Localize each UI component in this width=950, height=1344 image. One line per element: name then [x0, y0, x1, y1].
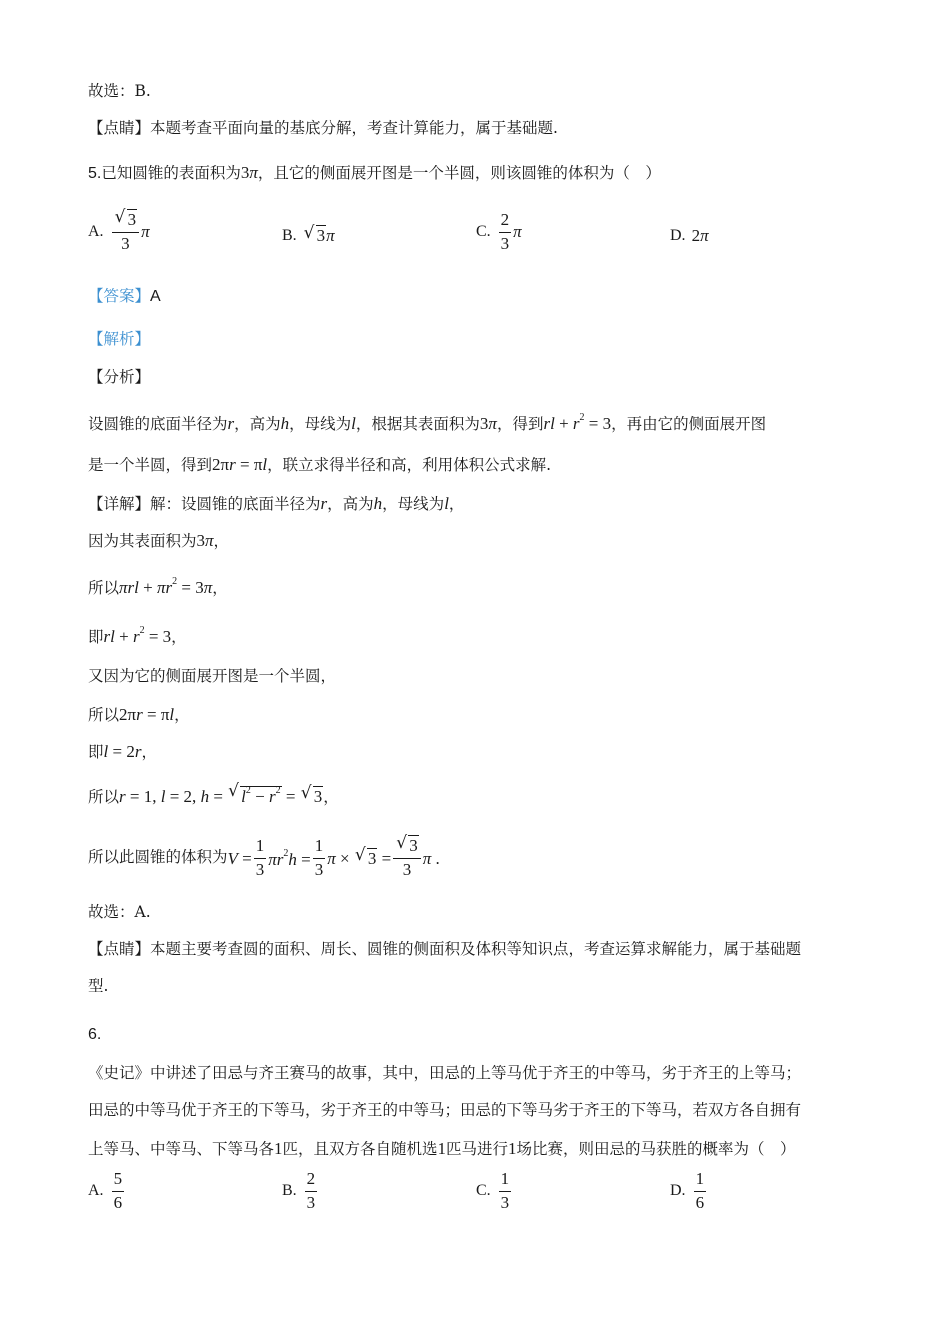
q5-choose: 故选：A. [88, 903, 151, 921]
q6-stem-line2: 田忌的中等马优于齐王的下等马，劣于齐王的中等马；田忌的下等马劣于齐王的下等马，若双方各自拥有 [88, 1101, 802, 1119]
q5-comment-line2: 型. [88, 977, 109, 995]
q5-number: 5. [88, 165, 102, 182]
q5-step-eq5: 所以r = 1, l = 2, h = √ $l^2 - r^2$ = √ 3， [88, 786, 339, 806]
q6-option-b[interactable]: B. $\frac{2}{3}$ [282, 1169, 316, 1212]
q5-comment-line1: 【点睛】本题主要考查圆的面积、周长、圆锥的侧面积及体积等知识点，考查运算求解能力，属于基础题 [88, 940, 802, 958]
q5-step-eq1: 所以$\pi rl + \pi r^2 = 3\pi$， [88, 576, 228, 597]
q5-answer: 【答案】A [88, 287, 161, 305]
q5-fenxi-line2: 是一个半圆，得到2πr = πl，联立求得半径和高，利用体积公式求解. [88, 455, 552, 474]
q6-option-c[interactable]: C. $\frac{1}{3}$ [476, 1169, 510, 1212]
q5-option-b[interactable]: B. √ 3π [282, 226, 335, 246]
q5-step-volume: 所以此圆锥的体积为 V = $\frac{1}{3}$ $\pi r^2h$ = $\frac{1}{3}$ π × √ 3 = √ $\frac{3}{3}$ π . [88, 837, 440, 879]
q6-stem-line1: 《史记》中讲述了田忌与齐王赛马的故事，其中，田忌的上等马优于齐王的中等马，劣于齐王的上等马； [88, 1064, 802, 1082]
q5-step-surface: 因为其表面积为3π， [88, 531, 230, 550]
q5-analysis-tag: 【解析】 [88, 330, 151, 348]
q5-fenxi-line1: 设圆锥的底面半径为r，高为h，母线为l，根据其表面积为3π，得到rl + $r^2 = 3$，再由它的侧面展开图 [88, 412, 767, 433]
q5-option-d[interactable]: D. 2π [670, 226, 709, 245]
q5-option-a[interactable]: A. √ $\frac{3}{3}$ π [88, 211, 150, 253]
q5-detail-line1: 【详解】解：设圆锥的底面半径为r，高为h，母线为l， [88, 494, 465, 513]
q5-step-eq3: 所以2πr = πl， [88, 705, 190, 724]
q6-option-a[interactable]: A. $\frac{5}{6}$ [88, 1169, 123, 1212]
q5-step-semicircle: 又因为它的侧面展开图是一个半圆， [88, 667, 337, 685]
q5-stem: 5.已知圆锥的表面积为3π，且它的侧面展开图是一个半圆，则该圆锥的体积为（ ） [88, 163, 661, 182]
q6-stem-line3: 上等马、中等马、下等马各1匹，且双方各自随机选1匹马进行1场比赛，则田忌的马获胜的概率为（ ） [88, 1139, 796, 1158]
q5-option-c[interactable]: C. $\frac{2}{3}$ π [476, 210, 522, 253]
q5-step-eq4: 即l = 2r， [88, 742, 157, 761]
q5-fenxi-tag: 【分析】 [88, 368, 151, 386]
q6-number: 6. [88, 1026, 102, 1043]
q6-option-d[interactable]: D. $\frac{1}{6}$ [670, 1169, 705, 1212]
prev-comment: 【点睛】本题考查平面向量的基底分解，考查计算能力，属于基础题. [88, 119, 558, 137]
q5-step-eq2: 即rl + $r^2 = 3$， [88, 625, 187, 646]
prev-choose: 故选：B. [88, 82, 151, 100]
